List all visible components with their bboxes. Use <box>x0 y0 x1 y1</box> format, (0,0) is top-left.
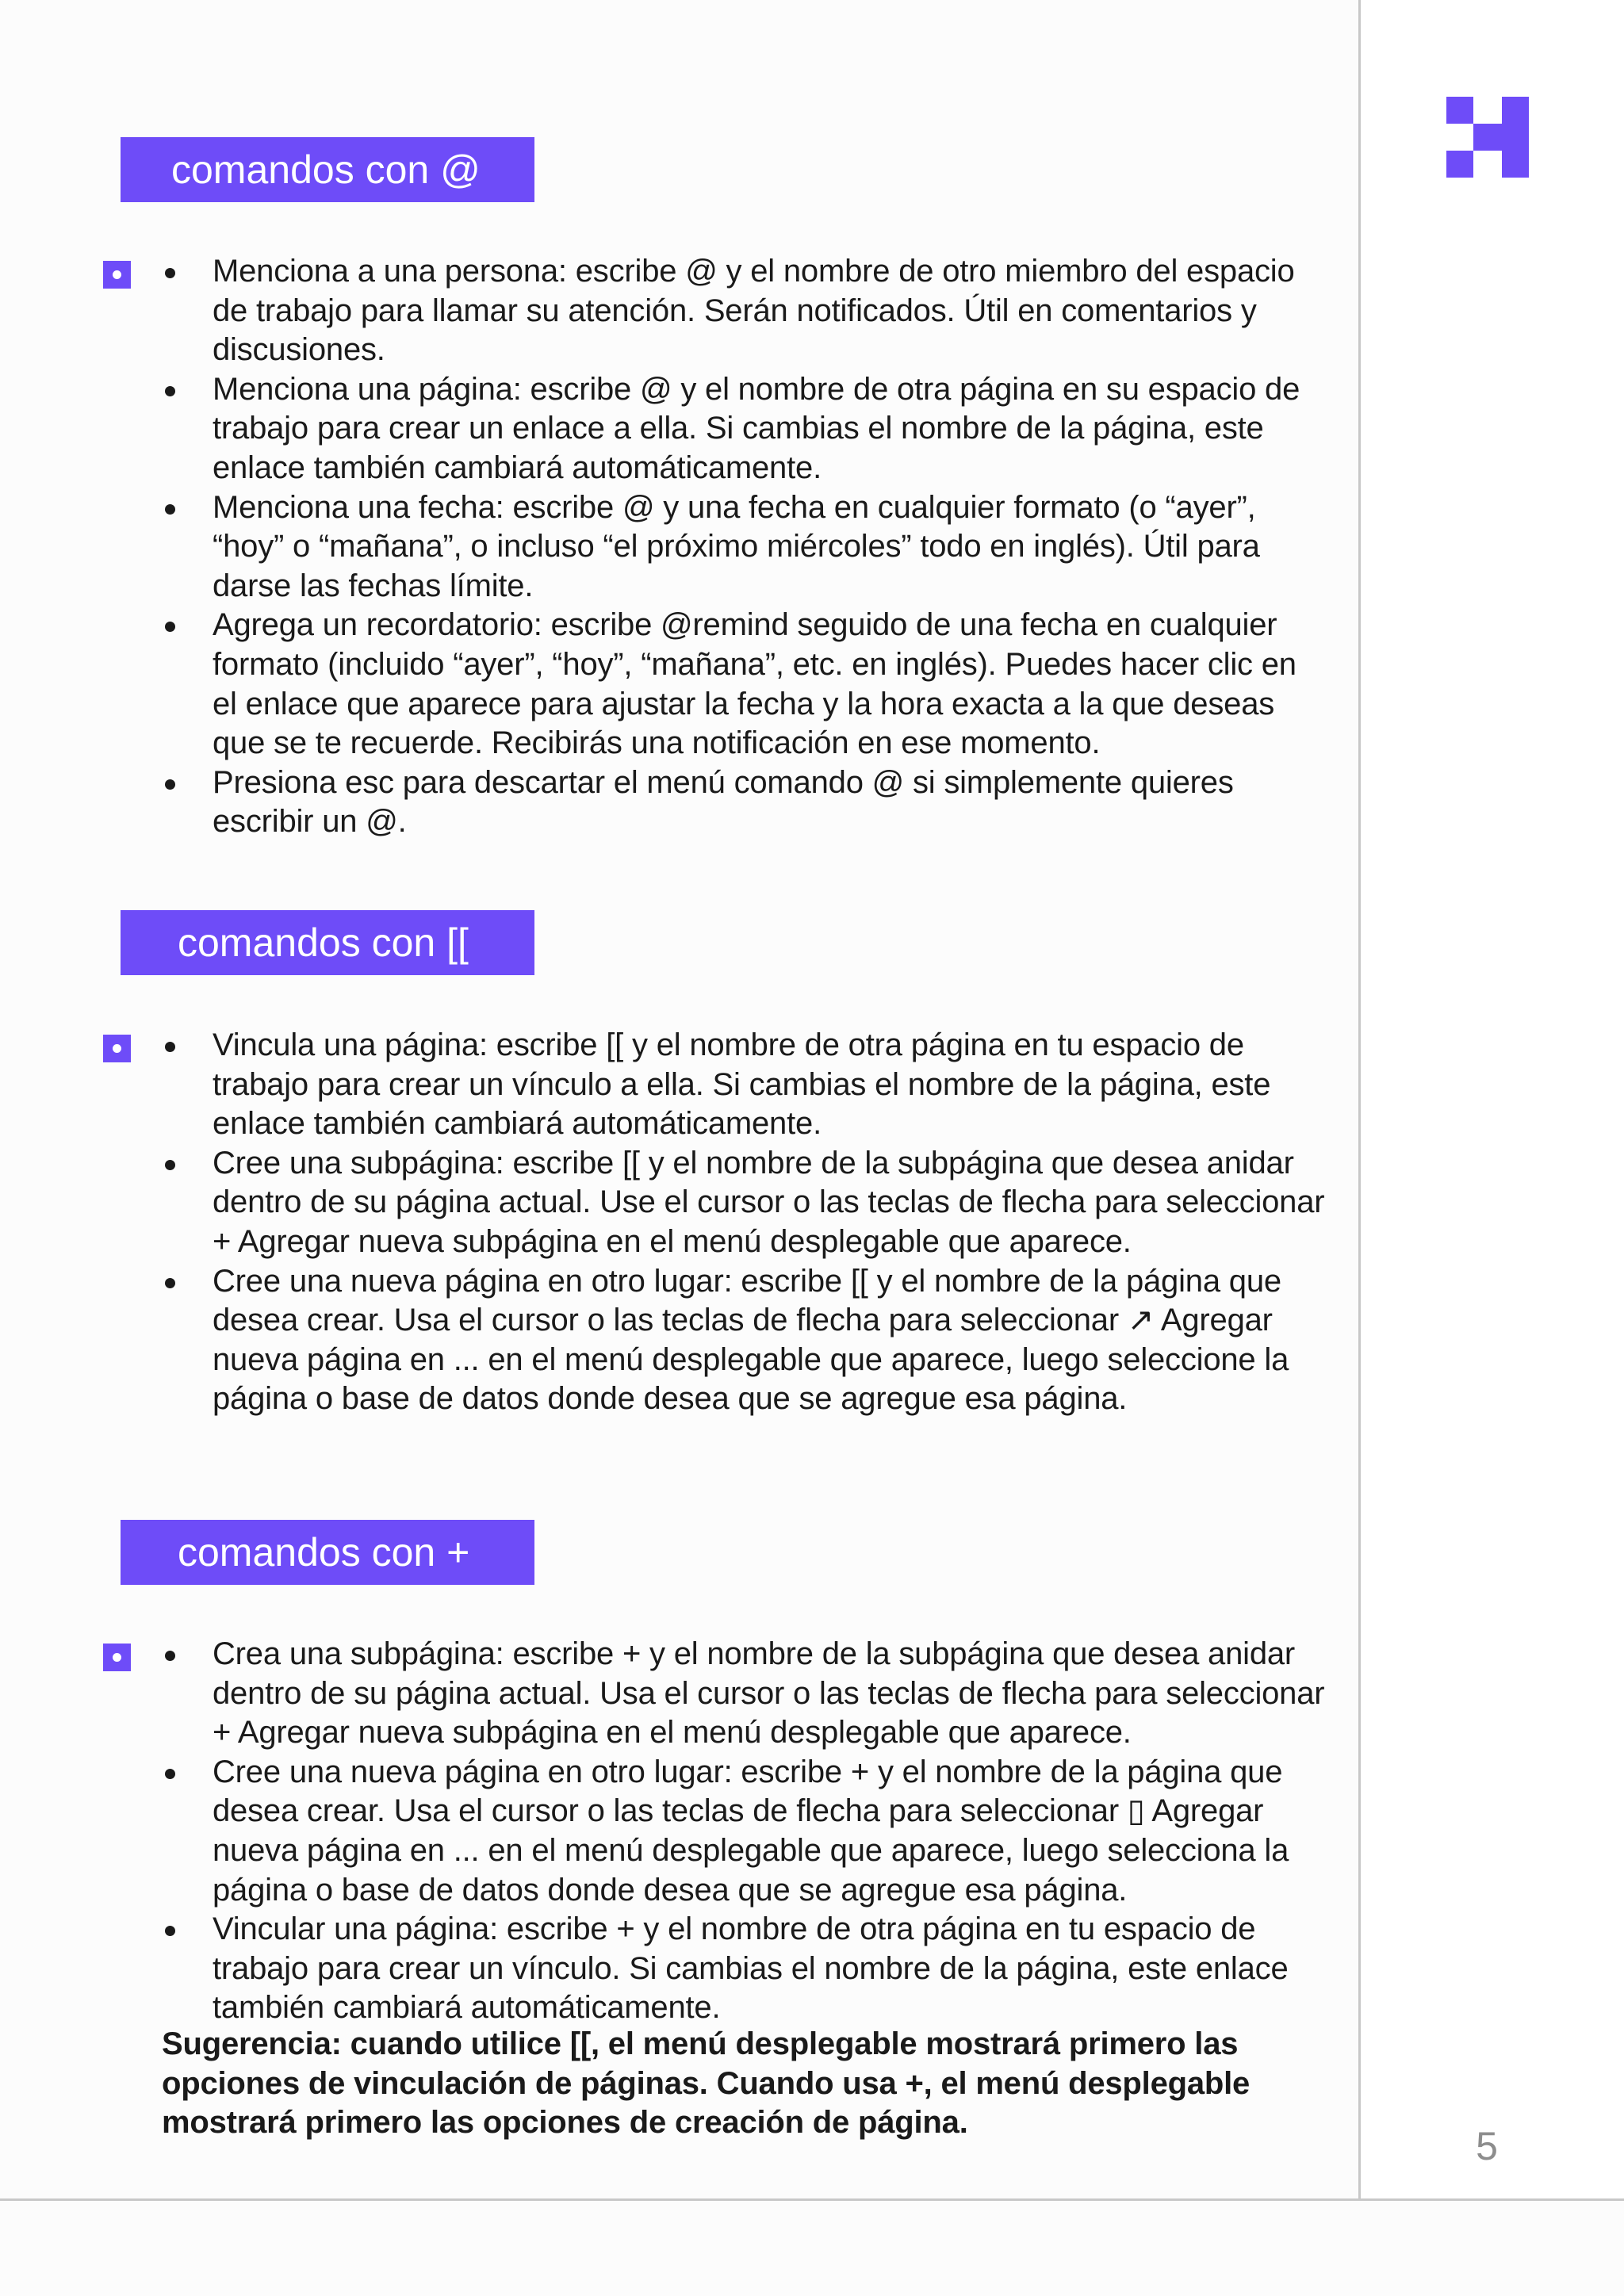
bullet-list-brackets <box>162 1026 1327 1419</box>
list-item: Cree una nueva página en otro lugar: escribe [[ y el nombre de la página que desea crear. Usa el cursor o las teclas de flecha para seleccionar ↗ Agregar nueva página en ... en el menú desplegable que aparece, luego seleccione la página o base de datos donde desea que se agregue esa página. <box>162 1262 1327 1419</box>
section-header-plus: comandos con + <box>121 1520 534 1585</box>
list-item: Agrega un recordatorio: escribe @remind seguido de una fecha en cualquier formato (incluido “ayer”, “hoy”, “mañana”, etc. en inglés). Puedes hacer clic en el enlace que aparece para ajustar la fecha y la hora exacta a la que deseas que se te recuerde. Recibirás una notificación en ese momento. <box>162 606 1327 763</box>
section-marker-icon <box>103 261 131 289</box>
horizontal-divider <box>0 2198 1624 2201</box>
bullet-list-plus <box>162 1635 1327 2028</box>
section-marker-icon <box>103 1035 131 1062</box>
page-gap <box>0 2201 1624 2296</box>
vertical-divider <box>1358 0 1361 2200</box>
brand-logo-icon <box>1446 97 1529 178</box>
list-item: Cree una nueva página en otro lugar: escribe + y el nombre de la página que desea crear. Usa el cursor o las teclas de flecha para seleccionar ▯ Agregar nueva página en ... en el menú desplegable que aparece, luego selecciona la página o base de datos donde desea que se agregue esa página. <box>162 1753 1327 1910</box>
section-marker-icon <box>103 1644 131 1671</box>
page-margin <box>1361 0 1624 2200</box>
list-item: Crea una subpágina: escribe + y el nombre de la subpágina que desea anidar dentro de su página actual. Usa el cursor o las teclas de flecha para seleccionar + Agregar nueva subpágina en el menú desplegable que aparece. <box>162 1635 1327 1753</box>
list-item: Cree una subpágina: escribe [[ y el nombre de la subpágina que desea anidar dentro de su página actual. Use el cursor o las teclas de flecha para seleccionar + Agregar nueva subpágina en el menú desplegable que aparece. <box>162 1144 1327 1262</box>
page-number: 5 <box>1476 2124 1498 2168</box>
list-item: Menciona una fecha: escribe @ y una fecha en cualquier formato (o “ayer”, “hoy” o “mañana”, o incluso “el próximo miércoles” todo en inglés). Útil para darse las fechas límite. <box>162 488 1327 607</box>
list-item: Menciona a una persona: escribe @ y el nombre de otro miembro del espacio de trabajo para llamar su atención. Serán notificados. Útil en comentarios y discusiones. <box>162 252 1327 370</box>
list-item: Vincula una página: escribe [[ y el nombre de otra página en tu espacio de trabajo para crear un vínculo a ella. Si cambias el nombre de la página, este enlace también cambiará automáticamente. <box>162 1026 1327 1144</box>
section-header-brackets: comandos con [[ <box>121 910 534 975</box>
section-header-at: comandos con @ <box>121 137 534 202</box>
bullet-list-at <box>162 252 1327 842</box>
tip-paragraph: Sugerencia: cuando utilice [[, el menú desplegable mostrará primero las opciones de vinculación de páginas. Cuando usa +, el menú desplegable mostrará primero las opciones de creación de página. <box>162 2026 1251 2141</box>
list-item: Vincular una página: escribe + y el nombre de otra página en tu espacio de trabajo para crear un vínculo. Si cambias el nombre de la página, este enlace también cambiará automáticamente. <box>162 1910 1327 2028</box>
list-item: Presiona esc para descartar el menú comando @ si simplemente quieres escribir un @. <box>162 763 1327 842</box>
list-item: Menciona una página: escribe @ y el nombre de otra página en su espacio de trabajo para crear un enlace a ella. Si cambias el nombre de la página, este enlace también cambiará automáticamente. <box>162 370 1327 488</box>
